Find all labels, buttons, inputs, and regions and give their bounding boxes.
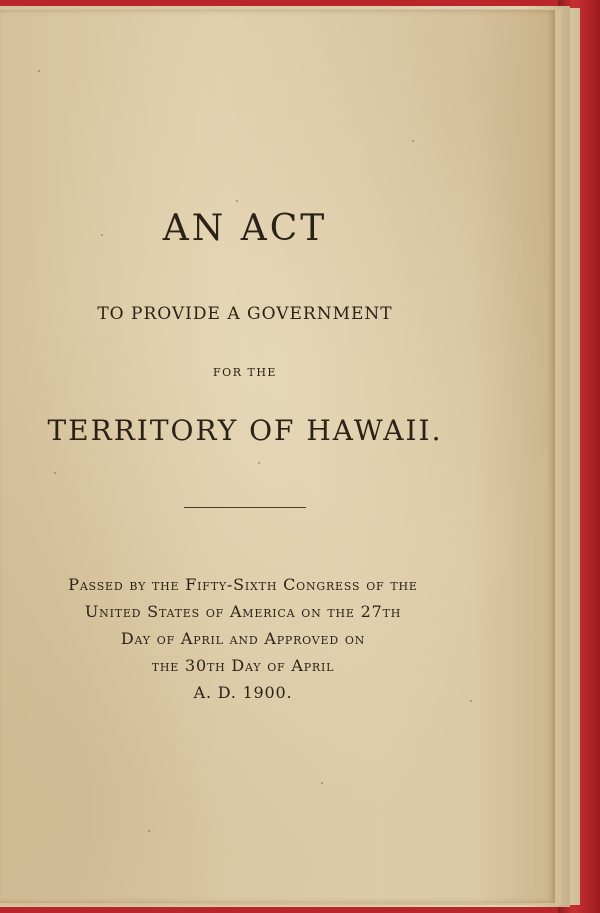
title-page <box>0 10 555 903</box>
subtitle-provide-government: TO PROVIDE A GOVERNMENT <box>97 304 393 324</box>
passage-text <box>0 571 486 706</box>
passage-line: United States of America on the 27th <box>84 602 402 621</box>
page-title: AN ACT <box>162 208 328 249</box>
passage-line: Passed by the Fifty-Sixth Congress of the <box>68 575 418 594</box>
passage-line: A. D. 1900. <box>193 683 293 702</box>
subtitle-territory-of-hawaii: TERRITORY OF HAWAII. <box>47 414 443 447</box>
divider-rule <box>184 507 306 508</box>
subtitle-for-the: FOR THE <box>213 366 277 379</box>
passage-line: the 30th Day of April <box>151 656 335 675</box>
passage-line: Day of April and Approved on <box>120 629 366 648</box>
